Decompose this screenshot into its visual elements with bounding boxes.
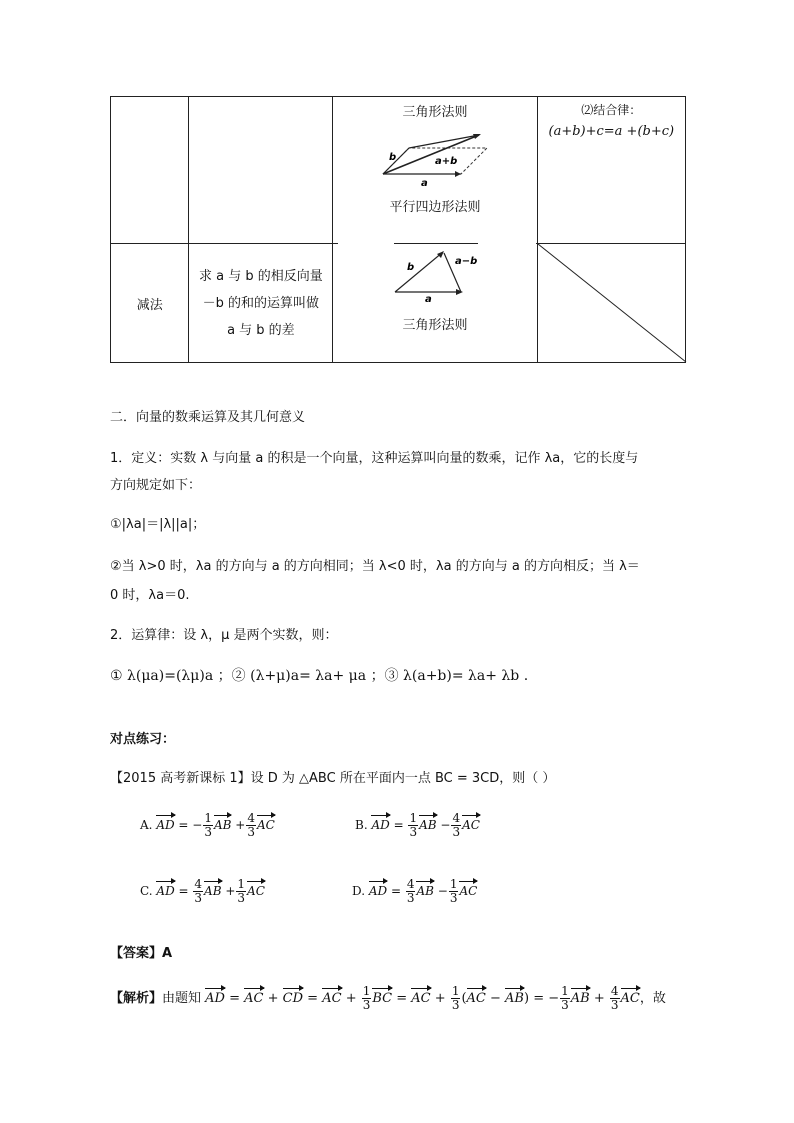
property-item1: ①|λa|＝|λ||a|； bbox=[110, 517, 206, 532]
table-cell bbox=[111, 97, 189, 244]
fig-label-aminusb: a−b bbox=[454, 256, 478, 267]
border-gap bbox=[478, 240, 536, 244]
analysis: 【解析】由题知 AD = AC + CD = AC + $\frac{1}{3}$ BC = AC + $\frac{1}{3}$ (AC − AB) = − $\frac{1}{3}$ AB + $\frac{4}{3}$ AC，故 bbox=[110, 984, 666, 1012]
empty-diagonal-cell bbox=[537, 244, 685, 363]
associative-law-formula: (a+b)+c=a +(b+c) bbox=[548, 124, 675, 139]
definition-line1: 1．定义：实数 λ 与向量 a 的积是一个向量，这种运算叫向量的数乘，记作 λa，它的长度与 bbox=[110, 451, 639, 466]
subtraction-label-cell bbox=[111, 244, 189, 363]
operation-laws-title: 2．运算律：设 λ，μ 是两个实数，则： bbox=[110, 628, 338, 643]
subtraction-rule-cell bbox=[333, 244, 537, 363]
parallelogram-rule-caption: 平行四边形法则 bbox=[389, 200, 481, 215]
diagonal-line bbox=[538, 244, 686, 362]
subtraction-definition-cell bbox=[189, 244, 333, 363]
table-cell bbox=[189, 97, 333, 244]
vector-operations-table bbox=[110, 96, 686, 363]
question-text: 【2015 高考新课标 1】设 D 为 △ABC 所在平面内一点 BC = 3CD，则（ ） bbox=[110, 771, 556, 786]
option-c: C. AD = $\frac{4}{3}$ AB + $\frac{1}{3}$ AC bbox=[140, 877, 265, 905]
subtraction-def-line3: a 与 b 的差 bbox=[227, 322, 295, 338]
property-item2-line1: ②当 λ>0 时，λa 的方向与 a 的方向相同；当 λ<0 时，λa 的方向与 a 的方向相反；当 λ＝ bbox=[110, 559, 640, 574]
definition-line2: 方向规定如下： bbox=[110, 478, 202, 493]
subtraction-def-line1: 求 a 与 b 的相反向量 bbox=[199, 268, 323, 284]
triangle-rule-caption: 三角形法则 bbox=[402, 105, 468, 120]
property-item2-line2: 0 时，λa＝0. bbox=[110, 588, 190, 603]
parallelogram-figure bbox=[375, 126, 495, 189]
subtraction-triangle-figure bbox=[385, 246, 485, 305]
subtraction-label: 减法 bbox=[136, 297, 163, 313]
option-d: D. AD = $\frac{4}{3}$ AB − $\frac{1}{3}$ AC bbox=[352, 877, 478, 905]
fig-label-b: b bbox=[388, 152, 397, 163]
section-heading: 二．向量的数乘运算及其几何意义 bbox=[110, 410, 306, 425]
border-gap bbox=[338, 240, 394, 244]
practice-heading: 对点练习： bbox=[110, 732, 176, 747]
addition-rules-cell bbox=[333, 97, 537, 244]
fig-label-aplusb: a+b bbox=[434, 156, 458, 167]
triangle-rule-caption: 三角形法则 bbox=[402, 318, 468, 333]
operation-laws: ① λ(μa)=(λμ)a ；② (λ+μ)a= λa+ μa ；③ λ(a+b)= λa+ λb . bbox=[110, 668, 529, 684]
associative-law-cell bbox=[537, 97, 685, 244]
option-a: A. AD = − $\frac{1}{3}$ AB + $\frac{4}{3}$ AC bbox=[140, 811, 275, 839]
option-b: B. AD = $\frac{1}{3}$ AB − $\frac{4}{3}$ AC bbox=[355, 811, 480, 839]
fig-label-a: a bbox=[424, 294, 432, 305]
associative-law-title: ⑵结合律： bbox=[581, 103, 642, 117]
fig-label-b: b bbox=[406, 262, 415, 273]
fig-label-a: a bbox=[420, 178, 428, 189]
answer: 【答案】A bbox=[110, 946, 173, 961]
subtraction-def-line2: －b 的和的运算叫做 bbox=[202, 295, 320, 311]
